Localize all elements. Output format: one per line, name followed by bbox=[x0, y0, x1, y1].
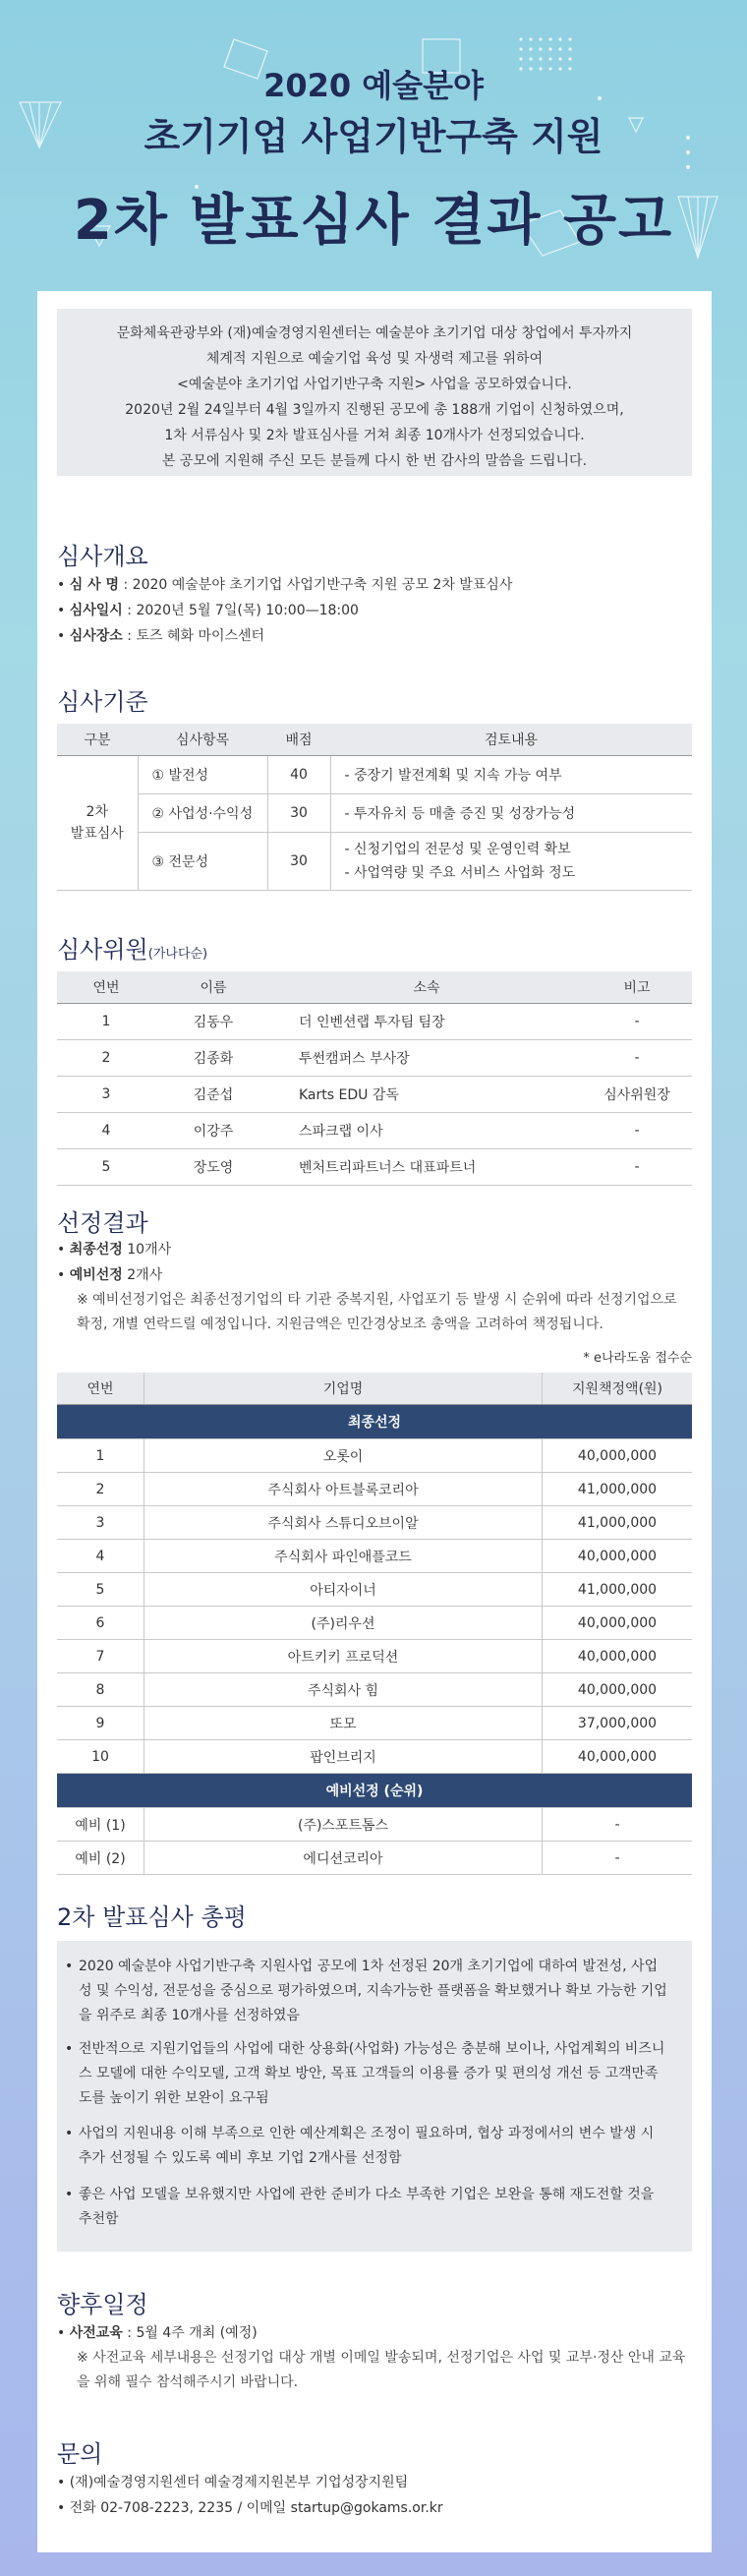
overview-list bbox=[57, 572, 512, 649]
hero-banner bbox=[0, 0, 747, 295]
judges-header: 이름 bbox=[155, 971, 271, 1004]
criteria-header: 검토내용 bbox=[330, 724, 692, 756]
criteria-item: ① 발전성 bbox=[138, 756, 267, 794]
criteria-score: 40 bbox=[267, 756, 330, 794]
schedule-item: • 사전교육 : 5월 4주 개최 (예정) bbox=[57, 2325, 258, 2341]
results-header-row bbox=[57, 1373, 692, 1405]
judge-row: 4 이강주 스파크랩 이사 - bbox=[57, 1113, 692, 1149]
criteria-header: 심사항목 bbox=[138, 724, 267, 756]
criteria-header-row bbox=[57, 724, 692, 756]
intro-line: 1차 서류심사 및 2차 발표심사를 거쳐 최종 10개사가 선정되었습니다. bbox=[164, 428, 585, 443]
results-header: 연번 bbox=[57, 1373, 144, 1405]
hero-title-line2: 초기기업 사업기반구축 지원 bbox=[144, 115, 603, 158]
criteria-group: 2차 발표심사 bbox=[57, 756, 138, 891]
criteria-score: 30 bbox=[267, 833, 330, 891]
schedule-title: 향후일정 bbox=[57, 2291, 148, 2318]
criteria-row bbox=[57, 833, 692, 891]
criteria-content: - 중장기 발전계획 및 지속 가능 여부 bbox=[330, 756, 692, 794]
final-row: 10 팝인브리지 40,000,000 bbox=[57, 1740, 692, 1774]
content-card bbox=[37, 291, 712, 2552]
criteria-content: - 신청기업의 전문성 및 운영인력 확보 - 사업역량 및 주요 서비스 사업화 정도 bbox=[330, 833, 692, 891]
results-list bbox=[57, 1237, 171, 1288]
results-table bbox=[57, 1373, 692, 1875]
summary-title: 2차 발표심사 총평 bbox=[57, 1903, 247, 1931]
contact-title: 문의 bbox=[57, 2440, 103, 2468]
overview-item: • 심 사 명 : 2020 예술분야 초기기업 사업기반구축 지원 공모 2차 발표심사 bbox=[57, 577, 513, 593]
criteria-item: ② 사업성·수익성 bbox=[138, 794, 267, 833]
final-row: 5 아티자이너 41,000,000 bbox=[57, 1573, 692, 1607]
judge-row: 5 장도영 벤처트리파트너스 대표파트너 - bbox=[57, 1149, 692, 1186]
final-row: 6 (주)리우션 40,000,000 bbox=[57, 1607, 692, 1640]
sort-note: * e나라도움 접수순 bbox=[583, 1351, 692, 1366]
intro-line: 문화체육관광부와 (재)예술경영지원센터는 예술분야 초기기업 대상 창업에서 투자까지 bbox=[116, 325, 633, 341]
criteria-row bbox=[57, 794, 692, 833]
criteria-item: ③ 전문성 bbox=[138, 833, 267, 891]
reserve-row: 예비 (1) (주)스포트톰스 - bbox=[57, 1808, 692, 1842]
judge-row: 2 김종화 투썬캠퍼스 부사장 - bbox=[57, 1040, 692, 1077]
intro-line: 본 공모에 지원해 주신 모든 분들께 다시 한 번 감사의 말씀을 드립니다. bbox=[161, 453, 588, 469]
overview-item: • 심사일시 : 2020년 5월 7일(목) 10:00—18:00 bbox=[57, 603, 359, 618]
summary-item: • 사업의 지원내용 이해 부족으로 인한 예산계획은 조정이 필요하며, 협상 과정에서의 변수 발생 시 추가 선정될 수 있도록 예비 후보 기업 2개사를 선정함 bbox=[79, 2122, 668, 2171]
judges-header: 소속 bbox=[271, 971, 582, 1004]
results-header: 기업명 bbox=[144, 1373, 543, 1405]
final-row: 8 주식회사 힘 40,000,000 bbox=[57, 1673, 692, 1707]
summary-item: • 2020 예술분야 사업기반구축 지원사업 공모에 1차 선정된 20개 초기기업에 대하여 발전성, 사업성 및 수익성, 전문성을 중심으로 평가하였으며, 지속가능한 플랫폼을 확보했거나 확보 가능한 기업을 위주로 최종 10개사를 선정하였음 bbox=[79, 1955, 668, 2028]
intro-line: <예술분야 초기기업 사업기반구축 지원> 사업을 공모하였습니다. bbox=[177, 377, 572, 392]
summary-item: • 전반적으로 지원기업들의 사업에 대한 상용화(사업화) 가능성은 충분해 보이나, 사업계획의 비즈니스 모델에 대한 수익모델, 고객 확보 방안, 목표 고객들의 이용률 증가 및 편의성 개선 등 고객만족도를 높이기 위한 보완이 요구됨 bbox=[79, 2037, 668, 2111]
criteria-header: 배점 bbox=[267, 724, 330, 756]
intro-line: 체계적 지원으로 예술기업 육성 및 자생력 제고를 위하여 bbox=[205, 351, 544, 367]
final-row: 7 아트키키 프로덕션 40,000,000 bbox=[57, 1640, 692, 1673]
final-row: 1 오롯이 40,000,000 bbox=[57, 1439, 692, 1473]
summary-box bbox=[57, 1941, 692, 2252]
final-band: 최종선정 bbox=[57, 1405, 692, 1439]
summary-item: • 좋은 사업 모델을 보유했지만 사업에 관한 준비가 다소 부족한 기업은 보완을 통해 재도전할 것을 추천함 bbox=[79, 2183, 668, 2232]
intro-box bbox=[57, 309, 692, 476]
criteria-row bbox=[57, 756, 692, 794]
overview-item: • 심사장소 : 토즈 혜화 마이스센터 bbox=[57, 628, 265, 644]
results-item: • 예비선정 2개사 bbox=[57, 1267, 163, 1283]
results-item: • 최종선정 10개사 bbox=[57, 1242, 172, 1258]
hero-title-line3: 2차 발표심사 결과 공고 bbox=[73, 189, 674, 253]
criteria-table bbox=[57, 724, 692, 891]
criteria-header: 구분 bbox=[57, 724, 138, 756]
criteria-title: 심사기준 bbox=[57, 688, 148, 716]
judges-header-row bbox=[57, 971, 692, 1004]
results-note: ※ 예비선정기업은 최종선정기업의 타 기관 중복지원, 사업포기 등 발생 시 순위에 따라 선정기업으로 확정, 개별 연락드릴 예정입니다. 지원금액은 민간경상보조 총액을 고려하여 책정됩니다. bbox=[77, 1292, 677, 1332]
judges-title: 심사위원(가나다순) bbox=[57, 936, 208, 964]
final-row: 2 주식회사 아트블록코리아 41,000,000 bbox=[57, 1473, 692, 1506]
judge-row: 3 김준섭 Karts EDU 감독 심사위원장 bbox=[57, 1077, 692, 1113]
contact-org: • (재)예술경영지원센터 예술경제지원본부 기업성장지원팀 bbox=[57, 2475, 409, 2490]
results-title: 선정결과 bbox=[57, 1209, 148, 1237]
reserve-row: 예비 (2) 에디션코리아 - bbox=[57, 1842, 692, 1875]
judges-subtitle: (가나다순) bbox=[147, 947, 208, 962]
final-row: 4 주식회사 파인애플코드 40,000,000 bbox=[57, 1540, 692, 1573]
contact-phone: • 전화 02-708-2223, 2235 / 이메일 startup@gokams.or.kr bbox=[57, 2500, 443, 2516]
criteria-content: - 투자유치 등 매출 증진 및 성장가능성 bbox=[330, 794, 692, 833]
judges-header: 비고 bbox=[582, 971, 692, 1004]
hero-title-line1: 2020 예술분야 bbox=[263, 67, 484, 104]
results-header: 지원책정액(원) bbox=[543, 1373, 693, 1405]
final-row: 9 또모 37,000,000 bbox=[57, 1707, 692, 1740]
reserve-band: 예비선정 (순위) bbox=[57, 1774, 692, 1808]
schedule-note: ※ 사전교육 세부내용은 선정기업 대상 개별 이메일 발송되며, 선정기업은 사업 및 교부·정산 안내 교육을 위해 필수 참석해주시기 바랍니다. bbox=[77, 2350, 686, 2390]
judges-table bbox=[57, 971, 692, 1186]
intro-line: 2020년 2월 24일부터 4월 3일까지 진행된 공모에 총 188개 기업이 신청하였으며, bbox=[125, 402, 624, 418]
overview-title: 심사개요 bbox=[57, 543, 148, 570]
judge-row: 1 김동우 더 인벤션랩 투자팀 팀장 - bbox=[57, 1004, 692, 1040]
judges-header: 연번 bbox=[57, 971, 155, 1004]
contact-list bbox=[57, 2470, 443, 2521]
final-row: 3 주식회사 스튜디오브이알 41,000,000 bbox=[57, 1506, 692, 1540]
criteria-score: 30 bbox=[267, 794, 330, 833]
